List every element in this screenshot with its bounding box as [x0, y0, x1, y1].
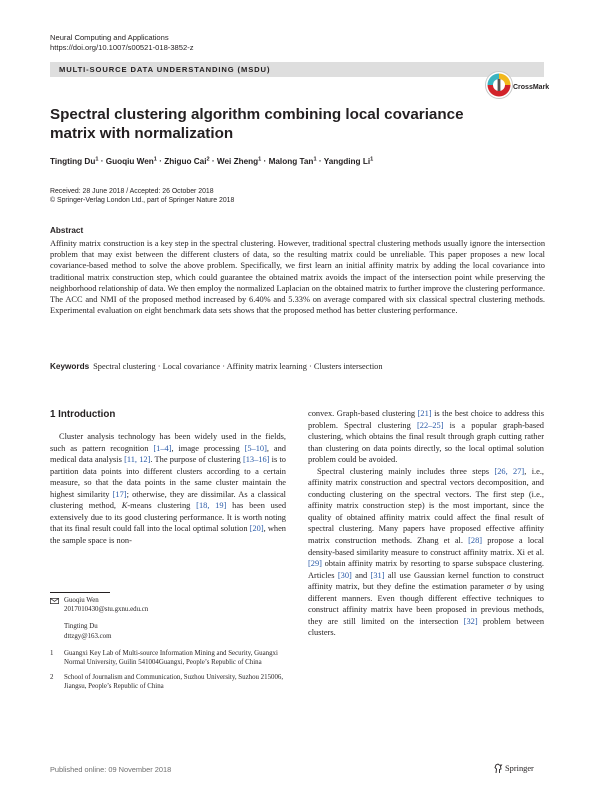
- keywords-text: Spectral clustering · Local covariance · Affinity matrix learning · Clusters intersection: [93, 362, 383, 371]
- citation-link[interactable]: [13–16]: [242, 455, 270, 465]
- envelope-icon: [50, 598, 59, 604]
- footnote-rule: [50, 592, 110, 593]
- published-online: Published online: 09 November 2018: [50, 765, 172, 774]
- author[interactable]: Malong Tan$^1$: [268, 156, 317, 166]
- abstract-text: Affinity matrix construction is a key step in the spectral clustering. However, traditional spectral clustering methods usually ignore the intersection problem that may exist between the different clusters of data, so the resulting matrix could be unreliable. This paper proposes a new local covariance-based method to solve the above problem. Specifically, we first learn an initial affinity matrix by adding the local covariance into traditional matrix construction step, which could guarantee the obtained matrix avoids the impact of the intersection point while preserving the neighborhood relationship of data. We then employ the normalized Laplacian on the obtained matrix to further improve the clustering performance. The ACC and NMI of the proposed method increased by 6.40% and 5.33% on average compared with six classical spectral clustering methods. Experimental evaluation on eight benchmark data sets shows that the proposed method has better clustering performance.: [50, 239, 545, 316]
- crossmark-label: CrossMark: [513, 84, 550, 91]
- citation-link[interactable]: [20]: [249, 524, 264, 534]
- citation-link[interactable]: [26, 27]: [494, 466, 525, 476]
- copyright-line: © Springer-Verlag London Ltd., part of Springer Nature 2018: [50, 197, 235, 205]
- dates-block: [50, 187, 234, 206]
- springer-horse-icon: [493, 763, 503, 774]
- springer-logo: Springer: [505, 764, 534, 773]
- italic-term: σ: [506, 582, 512, 592]
- citation-link[interactable]: [21]: [417, 409, 432, 418]
- citation-link[interactable]: [18, 19]: [196, 501, 227, 511]
- keywords-line: [50, 362, 545, 371]
- affiliation-mark: 2: [50, 674, 54, 682]
- second-author-email[interactable]: dttzgy@163.com: [64, 632, 112, 640]
- affiliation-2: [50, 673, 286, 691]
- author[interactable]: Yangding Li$^1$: [323, 156, 374, 166]
- paragraph: convex. Graph-based clustering [21] is the best choice to address this problem. Spectral clustering [22–25] is a popular graph-based clustering, which obtains the final result through graph cutting rather than clustering on data points directly, so the local optimal solution problem could be avoided.: [308, 409, 544, 465]
- citation-link[interactable]: [31]: [370, 570, 385, 580]
- citation-link[interactable]: [5–10]: [244, 443, 267, 453]
- author-list: Tingting $Du^1$ · Guoqiu Wen$^1$ · Zhiguo Cai$^2$ · Wei Zheng$^1$ · Malong Tan$^1$ · Yangding Li$^1$: [50, 156, 374, 166]
- paragraph: Spectral clustering mainly includes three steps [26, 27], i.e., affinity matrix construction and spectral vectors decomposition, and conducting clustering on the spectral vectors. The first step (i.e., affinity matrix construction step) is the most important, since the quality of obtained affinity matrix could affect the final result of spectral clustering. Many papers have proposed effective affinity matrix construction methods. Zhang et al. [28] propose a local density-based similarity measure to construct affinity matrix. Xi et al. [29] obtain affinity matrix by resorting to sparse subspace clustering. Articles [30] and [31] all use Gaussian kernel function to construct affinity matrix, but they define the estimation parameter σ by using different manners. Even though different effective techniques to construct affinity matrix have been proposed in previous methods, they are still limited on the intersection [32] problem between clusters.: [308, 466, 545, 638]
- affiliation-1: [50, 649, 286, 667]
- author[interactable]: Zhiguo Cai$^2$: [164, 156, 210, 166]
- citation-link[interactable]: [11, 12]: [124, 455, 151, 465]
- body-column-right: [308, 408, 544, 639]
- section-band-label: MULTI-SOURCE DATA UNDERSTANDING (MSDU): [59, 65, 271, 74]
- doi-link[interactable]: https://doi.org/10.1007/s00521-018-3852-z: [50, 42, 194, 52]
- footnotes: [50, 596, 286, 692]
- affiliation-text: Guangxi Key Lab of Multi-source Information Mining and Security, Guangxi Normal University, Guilin 541004Guangxi, People’s Republic of China: [64, 649, 278, 667]
- citation-link[interactable]: [17]: [112, 489, 127, 499]
- second-author-name: Tingting Du: [64, 623, 98, 631]
- citation-link[interactable]: [28]: [468, 536, 483, 546]
- received-accepted: Received: 28 June 2018 / Accepted: 26 October 2018: [50, 188, 214, 195]
- citation-link[interactable]: [30]: [337, 570, 352, 580]
- citation-link[interactable]: [22–25]: [416, 420, 444, 430]
- author[interactable]: Tingting Du$^1$: [50, 156, 99, 166]
- citation-link[interactable]: [1–4]: [153, 443, 172, 453]
- body-column-left: Cluster analysis technology has been widely used in the fields, such as pattern recognition [1–4], image processing [5–10], and medical data analysis [11, 12]. The purpose of clustering [13–16] is to partition data points into different clusters according to a certain measure, so that the data points in the same cluster maintain the highest similarity [17]; otherwise, they are dissimilar. As a classical clustering method, K-means clustering [18, 19] has been used extensively due to its good clustering performance. It is worth noting that its final result could fall into the local optimal solution [20], when the sample space is non-: [50, 432, 287, 545]
- journal-header: [50, 33, 194, 52]
- section-band: [50, 62, 544, 77]
- corresponding-email[interactable]: 2017010430@stu.gxnu.edu.cn: [64, 606, 149, 614]
- author[interactable]: Guoqiu Wen$^1$: [105, 156, 157, 166]
- citation-link[interactable]: [32]: [463, 616, 478, 626]
- affiliation-text: School of Journalism and Communication, Suzhou University, Suzhou 215006, Jiangsu, People’s Republic of China: [64, 674, 284, 691]
- corresponding-name: Guoqiu Wen: [64, 597, 99, 604]
- corresponding-author: [50, 596, 286, 641]
- italic-term: K: [121, 501, 128, 511]
- affiliation-mark: 1: [50, 649, 54, 657]
- paper-title: Spectral clustering algorithm combining local covariance matrix with normalization: [50, 106, 464, 142]
- keywords-heading: Keywords: [50, 362, 90, 371]
- journal-name: Neural Computing and Applications: [50, 33, 169, 42]
- author[interactable]: Wei Zheng$^1$: [216, 156, 262, 166]
- citation-link[interactable]: [29]: [308, 559, 322, 569]
- abstract-heading: Abstract: [50, 226, 84, 235]
- section-heading-introduction: 1 Introduction: [50, 409, 116, 420]
